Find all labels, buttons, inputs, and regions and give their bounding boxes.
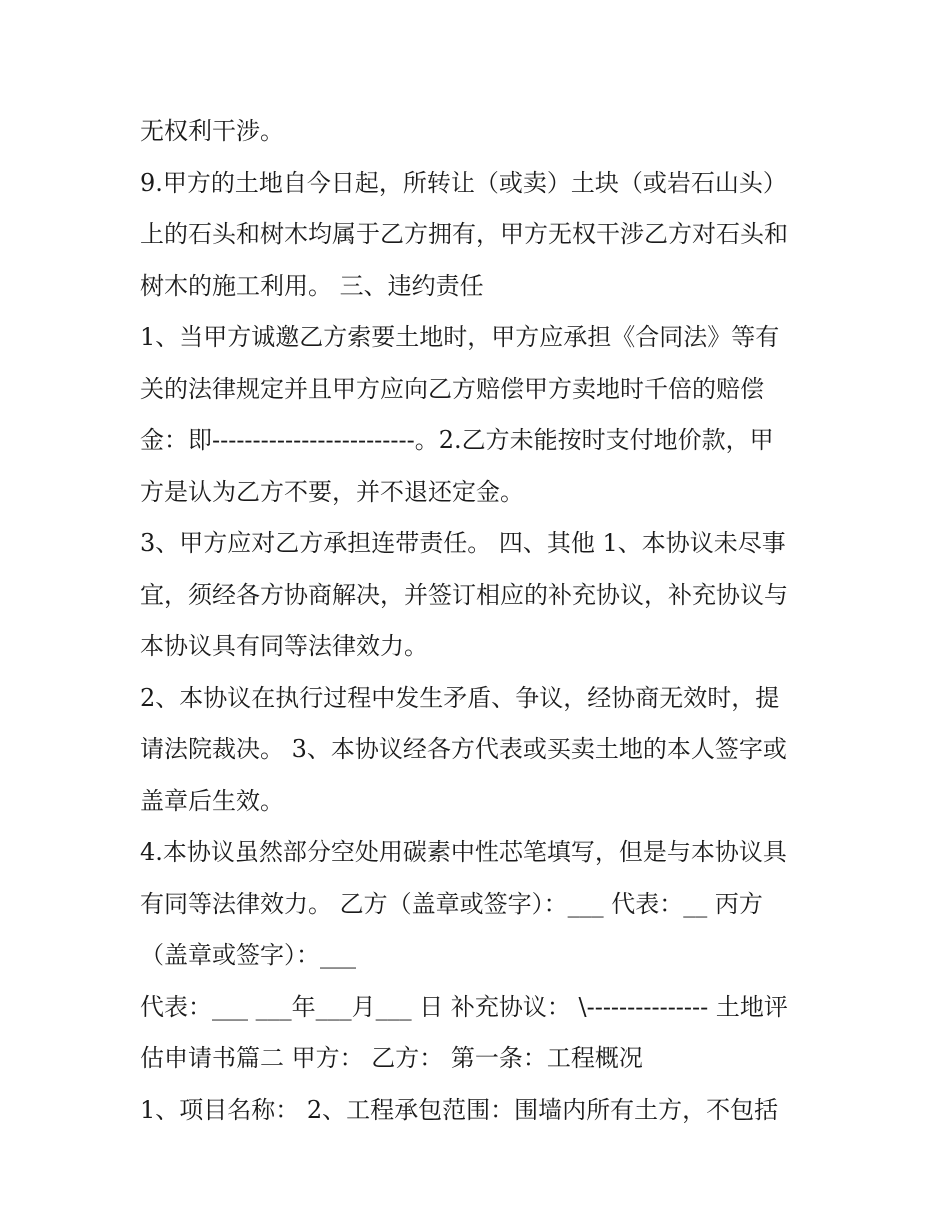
text-line: 宜，须经各方协商解决，并签订相应的补充协议，补充协议与 (140, 580, 788, 609)
text-line: 关的法律规定并且甲方应向乙方赔偿甲方卖地时千倍的赔偿 (140, 374, 764, 403)
text-line: 盖章后生效。 (140, 786, 284, 815)
text-line: 方是认为乙方不要，并不退还定金。 (140, 477, 524, 506)
text-line: 有同等法律效力。 乙方（盖章或签字）：___ 代表：__ 丙方 (140, 889, 763, 918)
text-line: 3、甲方应对乙方承担连带责任。 四、其他 1、本协议未尽事 (140, 529, 786, 557)
contract-text (140, 106, 830, 1136)
text-line: 代表：___ ___年___月___ 日 补充协议： \--------------- 土地评 (140, 992, 788, 1021)
text-line: 估申请书篇二 甲方： 乙方： 第一条：工程概况 (140, 1044, 643, 1072)
text-line: 请法院裁决。 3、本协议经各方代表或买卖土地的本人签字或 (140, 735, 787, 763)
text-line: 1、项目名称： 2、工程承包范围：围墙内所有土方，不包括 (140, 1095, 779, 1124)
text-line: 9.甲方的土地自今日起，所转让（或卖）土块（或岩石山头） (140, 168, 787, 197)
text-line: （盖章或签字）：___ (140, 941, 356, 969)
text-line: 2、本协议在执行过程中发生矛盾、争议，经协商无效时，提 (140, 683, 780, 712)
text-line: 4.本协议虽然部分空处用碳素中性芯笔填写，但是与本协议具 (140, 838, 787, 866)
text-line: 金：即-------------------------。2.乙方未能按时支付地价款，甲 (140, 426, 774, 454)
text-line: 本协议具有同等法律效力。 (140, 632, 428, 660)
text-line: 树木的施工利用。 三、违约责任 (140, 271, 484, 300)
text-line: 上的石头和树木均属于乙方拥有，甲方无权干涉乙方对石头和 (140, 220, 788, 248)
text-line: 无权利干涉。 (140, 117, 284, 145)
text-line: 1、当甲方诚邀乙方索要土地时，甲方应承担《合同法》等有 (140, 323, 780, 351)
